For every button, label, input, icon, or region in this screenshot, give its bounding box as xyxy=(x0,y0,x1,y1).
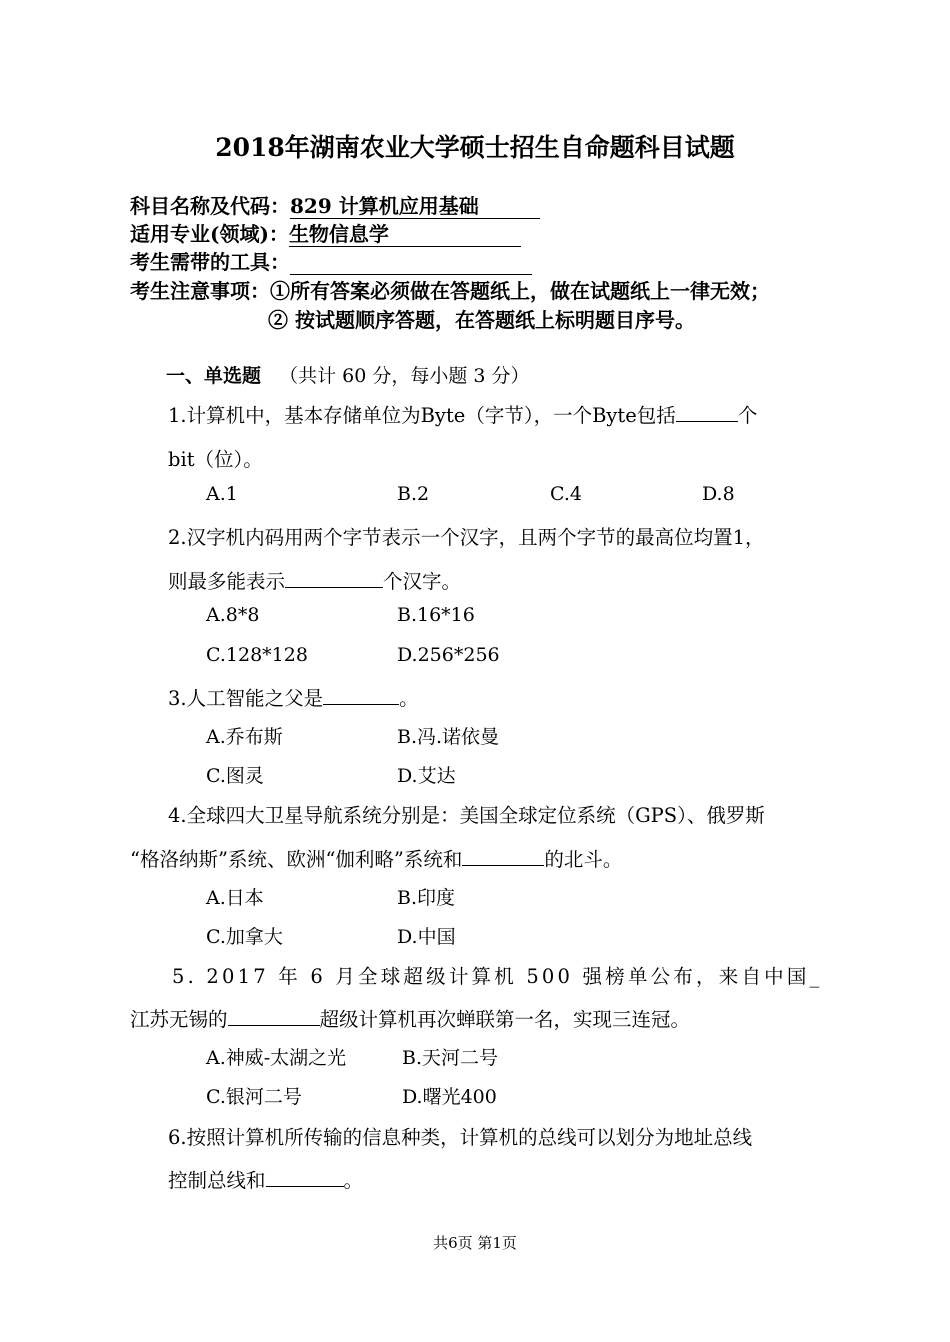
subject-label: 科目名称及代码： xyxy=(130,194,290,218)
section-note: （共计 60 分，每小题 3 分） xyxy=(279,365,530,387)
major-value: 生物信息学 xyxy=(289,222,521,247)
question-1-line-1 xyxy=(168,400,757,428)
subject-line xyxy=(130,190,540,219)
option-a: A.8*8 xyxy=(206,604,260,626)
question-6-text: 控制总线和 xyxy=(168,1169,266,1192)
subject-value: 829 计算机应用基础 xyxy=(290,194,540,219)
notice-label: 考生注意事项： xyxy=(130,279,270,303)
answer-blank xyxy=(266,1168,344,1187)
major-label: 适用专业(领域)： xyxy=(130,222,289,246)
option-c: C.128*128 xyxy=(206,644,308,666)
question-1-text-end: 个 xyxy=(737,404,758,427)
question-1-text: 1.计算机中，基本存储单位为Byte（字节），一个Byte包括 xyxy=(168,404,676,427)
option-a: A.1 xyxy=(206,483,238,505)
tools-label: 考生需带的工具： xyxy=(130,250,290,274)
question-4-line-1: 4.全球四大卫星导航系统分别是：美国全球定位系统（GPS）、俄罗斯 xyxy=(168,804,765,827)
question-3-text: 3.人工智能之父是 xyxy=(168,687,324,710)
notice-line-1 xyxy=(130,275,770,304)
section-heading xyxy=(166,361,530,388)
question-2-text-end: 个汉字。 xyxy=(383,570,462,593)
answer-blank xyxy=(228,1007,320,1026)
option-c: C.银河二号 xyxy=(206,1086,302,1108)
answer-blank xyxy=(462,847,544,866)
question-4-text: “格洛纳斯”系统、欧洲“伽利略”系统和 xyxy=(130,848,463,871)
option-c: C.加拿大 xyxy=(206,926,283,948)
option-c: C.图灵 xyxy=(206,765,264,787)
question-1-line-2: bit（位）。 xyxy=(168,448,263,471)
answer-blank xyxy=(676,403,738,422)
option-d: D.256*256 xyxy=(397,644,500,666)
option-a: A.日本 xyxy=(206,887,264,909)
section-title: 一、单选题 xyxy=(166,365,262,387)
option-a: A.神威-太湖之光 xyxy=(206,1047,347,1069)
option-b: B.天河二号 xyxy=(402,1047,499,1069)
question-5-text-end: 超级计算机再次蝉联第一名，实现三连冠。 xyxy=(319,1008,691,1031)
question-5-line-2 xyxy=(130,1004,690,1032)
question-5-line-1: 5. 2017 年 6 月全球超级计算机 500 强榜单公布，来自中国_ xyxy=(172,965,823,988)
option-d: D.中国 xyxy=(397,926,456,948)
notice-1: ①所有答案必须做在答题纸上，做在试题纸上一律无效； xyxy=(270,279,770,303)
page-title: 2018年湖南农业大学硕士招生自命题科目试题 xyxy=(215,133,735,162)
question-6-line-2 xyxy=(168,1165,363,1193)
question-6-text-end: 。 xyxy=(343,1169,364,1192)
option-b: B.冯.诺依曼 xyxy=(397,726,500,748)
option-b: B.2 xyxy=(397,483,430,505)
answer-blank xyxy=(323,686,399,705)
answer-blank xyxy=(285,569,383,588)
option-d: D.艾达 xyxy=(397,765,456,787)
option-c: C.4 xyxy=(550,483,582,505)
question-4-line-2 xyxy=(130,844,622,872)
major-line xyxy=(130,218,521,247)
option-a: A.乔布斯 xyxy=(206,726,283,748)
page-footer: 共6页 第1页 xyxy=(433,1234,517,1252)
tools-value-blank xyxy=(290,250,532,275)
question-2-line-2 xyxy=(168,566,461,594)
question-3-line-1 xyxy=(168,683,419,711)
question-4-text-end: 的北斗。 xyxy=(544,848,623,871)
option-d: D.曙光400 xyxy=(402,1086,497,1108)
option-b: B.16*16 xyxy=(397,604,475,626)
notice-2: ② 按试题顺序答题，在答题纸上标明题目序号。 xyxy=(268,308,695,332)
tools-line xyxy=(130,246,532,275)
option-b: B.印度 xyxy=(397,887,456,909)
question-6-line-1: 6.按照计算机所传输的信息种类，计算机的总线可以划分为地址总线 xyxy=(168,1126,753,1149)
question-3-text-end: 。 xyxy=(399,687,419,710)
option-d: D.8 xyxy=(702,483,735,505)
question-2-text: 则最多能表示 xyxy=(168,570,286,593)
question-5-text: 江苏无锡的 xyxy=(130,1008,228,1031)
question-2-line-1: 2.汉字机内码用两个字节表示一个汉字，且两个字节的最高位均置1， xyxy=(168,526,765,549)
